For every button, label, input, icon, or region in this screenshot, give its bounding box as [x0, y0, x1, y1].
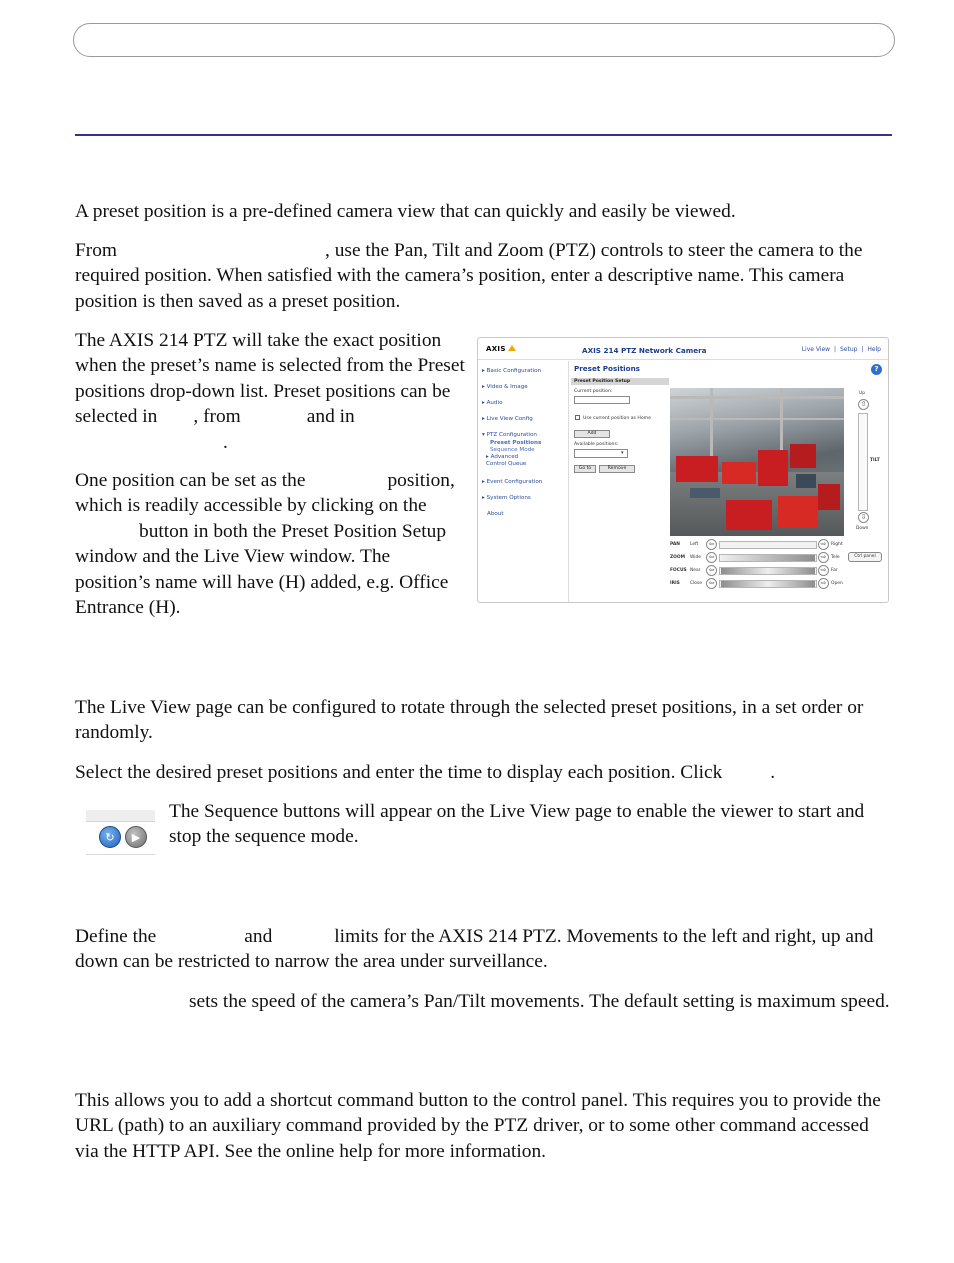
nav-about[interactable]: About — [487, 511, 504, 517]
iris-open-label: Open — [831, 581, 843, 586]
pan-left-arrow-icon[interactable]: ⇦ — [706, 539, 717, 550]
ctrl-panel-button[interactable]: Ctrl panel — [848, 552, 882, 562]
help-link[interactable]: Help — [867, 346, 881, 353]
nav-basic-configuration[interactable]: ▸ Basic Configuration — [482, 368, 542, 374]
iris-wedge — [721, 581, 815, 587]
select-text-1: Select the desired preset positions and enter the time to display each position. Click — [75, 762, 723, 783]
tilt-up-label: Up — [859, 391, 866, 396]
exact-paragraph — [75, 328, 467, 455]
top-links — [801, 346, 882, 353]
link-separator: | — [834, 346, 837, 353]
from-paragraph — [75, 238, 890, 314]
speed-text: sets the speed of the camera’s Pan/Tilt movements. The default setting is maximum speed. — [189, 991, 890, 1012]
exact-text-3: and in — [306, 406, 355, 428]
available-positions-select[interactable] — [574, 449, 628, 458]
select-paragraph — [75, 760, 890, 785]
exact-text-2: , from — [193, 406, 241, 428]
remove-button[interactable]: Remove — [599, 465, 635, 473]
go-to-button[interactable]: Go to — [574, 465, 596, 473]
zoom-wide-arrow-icon[interactable]: ⇦ — [706, 552, 717, 563]
setup-sidebar — [478, 361, 569, 603]
nav-preset-positions[interactable]: Preset Positions — [490, 440, 542, 446]
pan-right-arrow-icon[interactable]: ⇨ — [818, 539, 829, 550]
camera-video-image — [670, 388, 844, 536]
current-position-label: Current position: — [574, 389, 613, 394]
exact-text-4: . — [223, 431, 228, 453]
iris-open-arrow-icon[interactable]: ⇨ — [818, 578, 829, 589]
preset-positions-screenshot — [477, 337, 889, 603]
focus-wedge — [721, 568, 815, 574]
sequence-intro: The Live View page can be configured to rotate through the selected preset positions, in a set order or randomly. — [75, 697, 864, 744]
focus-near-arrow-icon[interactable]: ⇦ — [706, 565, 717, 576]
zoom-wedge — [721, 555, 815, 561]
home-text-1: One position can be set as the — [75, 470, 306, 491]
live-view-link[interactable]: Live View — [801, 346, 831, 353]
tilt-label: TILT — [870, 458, 880, 463]
sequence-start-icon: ↻ — [99, 826, 121, 848]
current-position-input[interactable] — [574, 396, 630, 404]
iris-label: IRIS — [670, 581, 680, 586]
define-text-1: Define the — [75, 926, 157, 947]
tilt-up-arrow-icon[interactable]: ⇧ — [858, 399, 869, 410]
zoom-tele-arrow-icon[interactable]: ⇨ — [818, 552, 829, 563]
from-text-2: , use the Pan, Tilt and Zoom (PTZ) controls to steer the camera to the required position. When satisfied with the camera’s position, enter a descriptive name. This camera position is then saved as a preset position. — [75, 240, 863, 312]
preset-position-setup-header: Preset Position Setup — [571, 378, 669, 385]
focus-far-label: Far — [831, 568, 838, 573]
zoom-wide-label: Wide — [690, 555, 701, 560]
use-current-home-label: Use current position as Home — [583, 416, 651, 421]
chevron-down-icon: ▾ — [621, 450, 624, 456]
sequence-divider — [86, 854, 155, 855]
tilt-down-label: Down — [856, 526, 869, 531]
camera-title: AXIS 214 PTZ Network Camera — [582, 346, 707, 355]
nav-system-options[interactable]: ▸ System Options — [482, 495, 531, 501]
from-text-1: From — [75, 240, 118, 261]
zoom-label: ZOOM — [670, 555, 686, 560]
preset-intro: A preset position is a pre-defined camera view that can quickly and easily be viewed. — [75, 201, 736, 222]
shortcut-paragraph: This allows you to add a shortcut command button to the control panel. This requires you to provide the URL (path) to an auxiliary command provided by the PTZ driver, or to some other command accessed via the HTTP API. See the online help for more information. — [75, 1090, 881, 1162]
iris-close-arrow-icon[interactable]: ⇦ — [706, 578, 717, 589]
zoom-tele-label: Tele — [831, 555, 840, 560]
help-icon[interactable]: ? — [871, 364, 882, 375]
exact-text-1: The AXIS 214 PTZ will take the exact position when the preset’s name is selected from the Preset positions drop-down list. Preset positions can be selected in — [75, 330, 465, 428]
pan-slider[interactable] — [719, 541, 817, 549]
focus-label: FOCUS — [670, 568, 687, 573]
header-rule — [75, 134, 892, 136]
nav-event-configuration[interactable]: ▸ Event Configuration — [482, 479, 543, 485]
axis-logo: AXIS — [486, 345, 506, 353]
nav-ptz-configuration[interactable]: ▾ PTZ Configuration — [482, 432, 537, 438]
add-button[interactable]: Add — [574, 430, 610, 438]
link-separator: | — [861, 346, 864, 353]
available-positions-label: Available positions: — [574, 442, 619, 447]
define-text-3: limits for the AXIS 214 PTZ. Movements to the left and right, up and down can be restricted to narrow the area under surveillance. — [75, 926, 874, 973]
use-current-home-checkbox[interactable] — [575, 415, 580, 420]
sequence-bar — [86, 810, 155, 822]
nav-video-image[interactable]: ▸ Video & Image — [482, 384, 528, 390]
home-paragraph — [75, 468, 460, 620]
speed-paragraph — [75, 989, 890, 1014]
home-text-3: button in both the Preset Position Setup window and the Live View window. The position’s name will have (H) added, e.g. Office Entrance (H). — [75, 520, 449, 619]
sequence-stop-icon: ▶ — [125, 826, 147, 848]
panel-title: Preset Positions — [574, 364, 640, 373]
tilt-down-arrow-icon[interactable]: ⇩ — [858, 512, 869, 523]
iris-close-label: Close — [690, 581, 702, 586]
pan-right-label: Right — [831, 542, 843, 547]
tilt-slider[interactable] — [858, 413, 868, 511]
setup-link[interactable]: Setup — [839, 346, 858, 353]
select-text-2: . — [770, 762, 776, 783]
define-text-2: and — [244, 926, 273, 947]
home-text-2: position, which is readily accessible by clicking on the — [75, 470, 455, 517]
pan-left-label: Left — [690, 542, 699, 547]
nav-audio[interactable]: ▸ Audio — [482, 400, 503, 406]
header-box — [73, 23, 895, 57]
nav-sequence-mode[interactable]: Sequence Mode — [490, 447, 535, 453]
nav-live-view-config[interactable]: ▸ Live View Config — [482, 416, 533, 422]
sequence-buttons-image — [86, 810, 156, 856]
define-paragraph — [75, 924, 890, 975]
nav-control-queue[interactable]: Control Queue — [486, 461, 527, 467]
screenshot-header — [478, 338, 888, 360]
nav-advanced[interactable]: ▸ Advanced — [486, 454, 519, 460]
focus-near-label: Near — [690, 568, 701, 573]
axis-logo-triangle-icon — [508, 345, 516, 351]
pan-label: PAN — [670, 542, 680, 547]
sequence-buttons-paragraph: The Sequence buttons will appear on the Live View page to enable the viewer to start and stop the sequence mode. — [169, 801, 865, 848]
focus-far-arrow-icon[interactable]: ⇨ — [818, 565, 829, 576]
